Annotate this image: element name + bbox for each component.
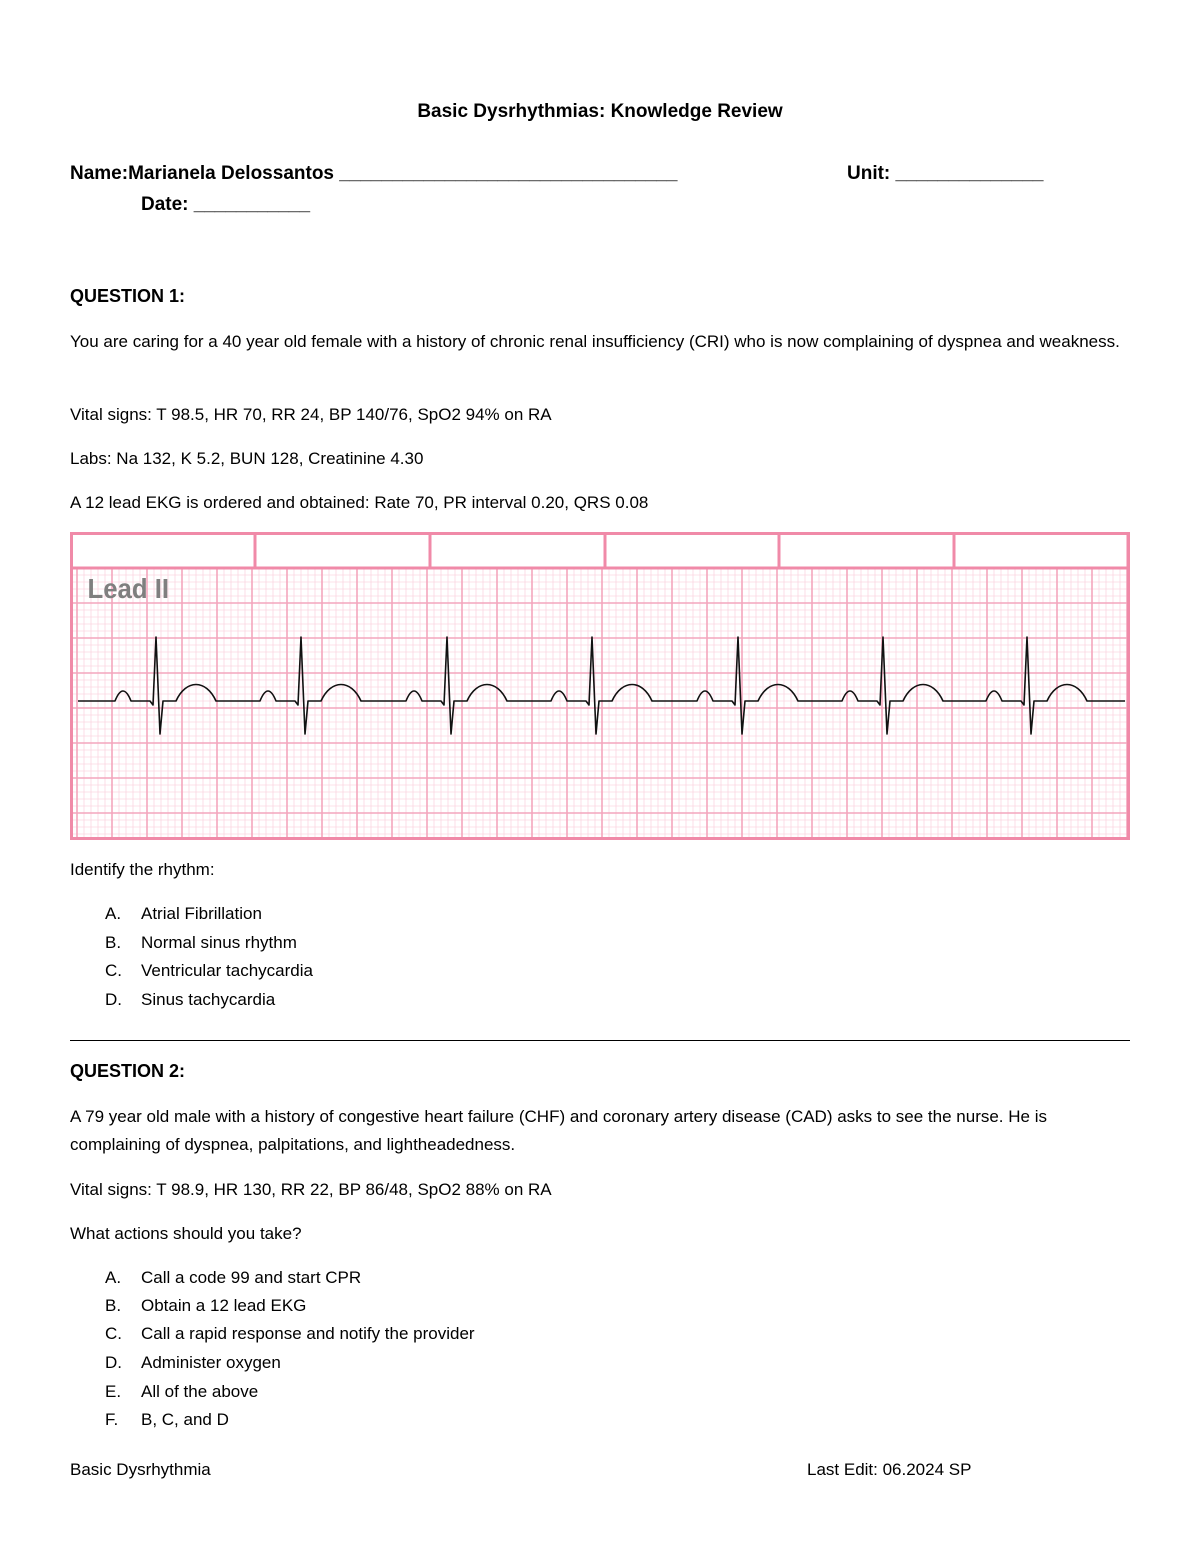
option-text: Sinus tachycardia [141,990,276,1009]
option-letter: B. [105,933,122,952]
q2-option-d[interactable] [105,1349,281,1377]
question-2-scenario: A 79 year old male with a history of congestive heart failure (CHF) and coronary artery disease (CAD) asks to see the nurse. He is complaining of dyspnea, palpitations, and lightheadedness. [70,1107,1047,1154]
q1-option-a[interactable] [105,900,262,928]
option-text: Call a rapid response and notify the provider [141,1324,475,1343]
option-letter: A. [105,904,122,923]
q2-option-a[interactable] [105,1264,361,1292]
question-1-vitals: Vital signs: T 98.5, HR 70, RR 24, BP 140/76, SpO2 94% on RA [70,405,552,424]
option-text: Normal sinus rhythm [141,933,297,952]
section-divider [70,1040,1130,1041]
question-2-prompt: What actions should you take? [70,1224,302,1243]
unit-field[interactable]: Unit: ______________ [847,163,1044,184]
option-text: Atrial Fibrillation [141,904,262,923]
option-letter: E. [105,1382,122,1401]
question-1-heading: QUESTION 1: [70,286,186,306]
ekg-lead-label: Lead II [87,573,170,605]
question-1-labs: Labs: Na 132, K 5.2, BUN 128, Creatinine 4.30 [70,449,424,468]
question-2-heading: QUESTION 2: [70,1061,186,1081]
option-letter: D. [105,990,122,1009]
option-text: B, C, and D [141,1410,229,1429]
q1-option-d[interactable] [105,986,275,1014]
option-text: Call a code 99 and start CPR [141,1268,362,1287]
ekg-grid-minor [70,568,1130,840]
q1-option-b[interactable] [105,929,297,957]
q2-option-e[interactable] [105,1378,258,1406]
option-text: Ventricular tachycardia [141,961,313,980]
name-field[interactable]: Name:Marianela Delossantos ________________________________ [70,163,678,184]
question-1-ekg-text: A 12 lead EKG is ordered and obtained: Rate 70, PR interval 0.20, QRS 0.08 [70,493,649,512]
option-text: Administer oxygen [141,1353,281,1372]
footer-left: Basic Dysrhythmia [70,1460,211,1479]
option-letter: F. [105,1410,119,1429]
option-letter: C. [105,961,122,980]
option-text: Obtain a 12 lead EKG [141,1296,307,1315]
q2-option-c[interactable] [105,1320,475,1348]
ekg-header-band [70,532,1130,566]
q2-option-b[interactable] [105,1292,306,1320]
q1-option-c[interactable] [105,957,313,985]
question-1-scenario: You are caring for a 40 year old female with a history of chronic renal insufficiency (CRI) who is now complaining of dyspnea and weakness. [70,332,1120,351]
option-letter: B. [105,1296,122,1315]
document-title: Basic Dysrhythmias: Knowledge Review [417,101,783,122]
date-field[interactable]: Date: ___________ [141,194,311,215]
question-2-vitals: Vital signs: T 98.9, HR 130, RR 22, BP 86/48, SpO2 88% on RA [70,1180,552,1199]
ekg-strip [70,532,1130,840]
q2-option-f[interactable] [105,1406,229,1434]
ekg-border [72,534,1129,839]
question-1-prompt: Identify the rhythm: [70,860,215,879]
option-letter: C. [105,1324,122,1343]
option-text: All of the above [141,1382,259,1401]
option-letter: D. [105,1353,122,1372]
footer-right: Last Edit: 06.2024 SP [807,1460,972,1479]
option-letter: A. [105,1268,122,1287]
